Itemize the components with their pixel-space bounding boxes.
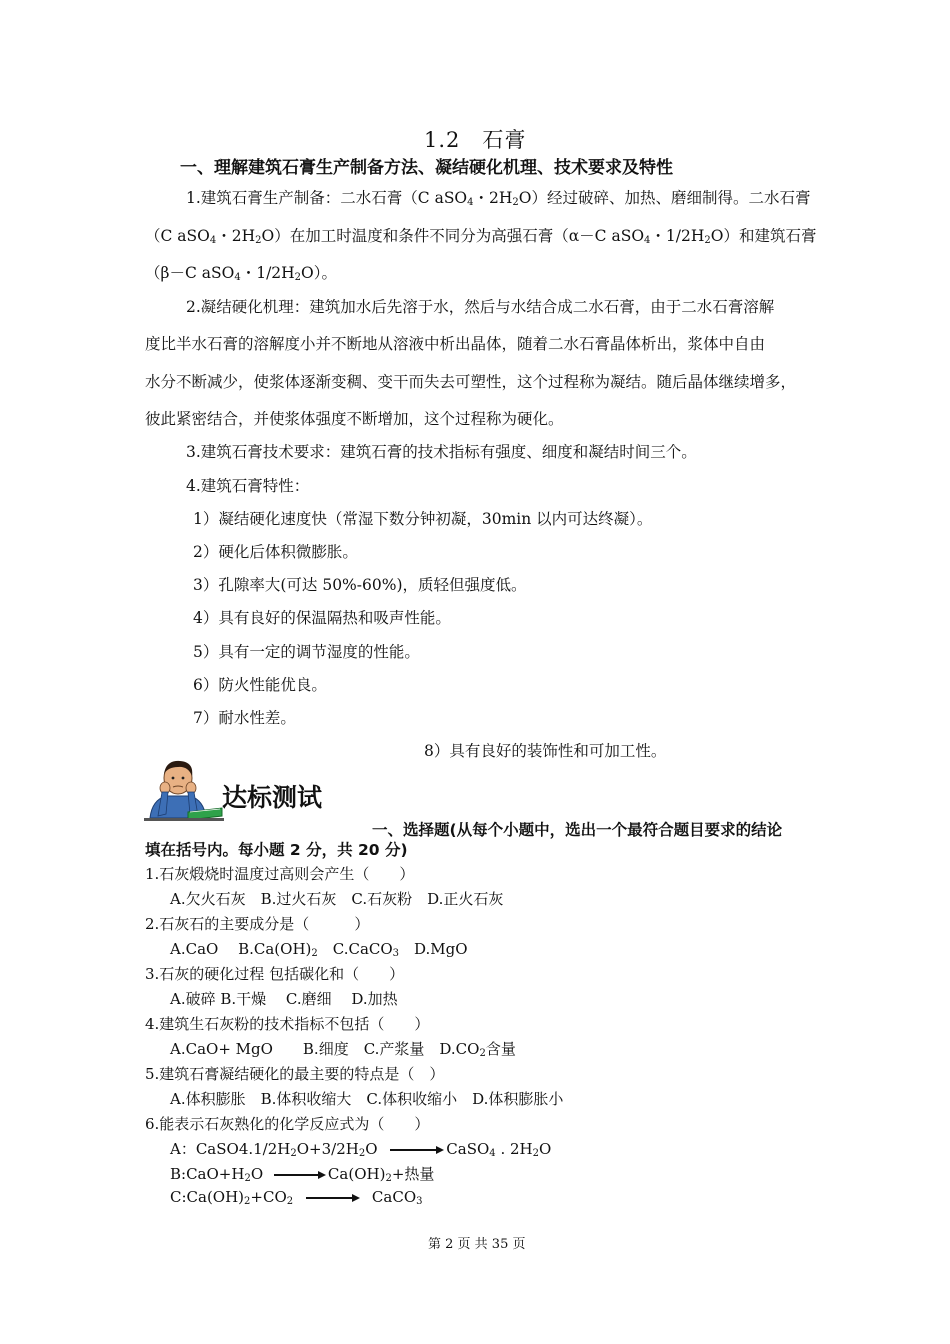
- question-6-stem: 6.能表示石灰熟化的化学反应式为（ ）: [145, 1115, 430, 1133]
- para-production-line1: 1.建筑石膏生产制备：二水石膏（C aSO$_4$・$2H_2O$）经过破碎、加热、磨细制得。二水石膏: [186, 189, 811, 208]
- para-setting-line2: 度比半水石膏的溶解度小并不断地从溶液中析出晶体，随着二水石膏晶体析出，浆体中自由: [145, 335, 766, 353]
- feature-item: 3）孔隙率大(可达 50%-60%)，质轻但强度低。: [193, 576, 527, 594]
- para-setting-line3: 水分不断减少，使浆体逐渐变稠、变干而失去可塑性，这个过程称为凝结。随后晶体继续增多，: [145, 373, 797, 391]
- question-3-options: A.破碎 B.干燥 C.磨细 D.加热: [170, 990, 398, 1008]
- question-2-stem: 2.石灰石的主要成分是（ ）: [145, 915, 370, 933]
- question-4-stem: 4.建筑生石灰粉的技术指标不包括（ ）: [145, 1015, 430, 1033]
- feature-item: 8）具有良好的装饰性和可加工性。: [424, 742, 667, 760]
- feature-item: 7）耐水性差。: [193, 709, 296, 727]
- question-1-options: A.欠火石灰 B.过火石灰 C.石灰粉 D.正火石灰: [170, 890, 504, 908]
- choice-intro-line1: 一、选择题(从每个小题中，选出一个最符合题目要求的结论: [372, 821, 783, 839]
- reaction-arrow-icon: [274, 1171, 326, 1179]
- feature-item: 2）硬化后体积微膨胀。: [193, 543, 358, 561]
- section-title: 1.2 石膏: [424, 128, 527, 152]
- para-tech-requirements: 3.建筑石膏技术要求：建筑石膏的技术指标有强度、细度和凝结时间三个。: [186, 443, 697, 461]
- para-setting-line4: 彼此紧密结合，并使浆体强度不断增加，这个过程称为硬化。: [145, 410, 564, 428]
- page-footer: 第 2 页 共 35 页: [428, 1237, 526, 1252]
- para-production-line3: （β－C aSO$_4$・$1/2H_2O$）。: [145, 264, 338, 283]
- reaction-arrow-icon: [306, 1194, 360, 1202]
- question-6-option-b: $B:CaO+H_2O$ $Ca(OH)_2+$热量: [170, 1165, 435, 1184]
- question-6-option-a: A：$CaSO4.1/2H_2O+3/2H_2O$ CaSO$_4$ . $2H_2O$: [170, 1140, 552, 1159]
- question-6-option-c: $C:Ca(OH)_2+CO_2$ CaCO$_3$: [170, 1188, 423, 1207]
- heading-understand-gypsum: 一、理解建筑石膏生产制备方法、凝结硬化机理、技术要求及特性: [180, 158, 673, 178]
- choice-intro-line2: 填在括号内。每小题 2 分，共 20 分): [145, 841, 408, 859]
- question-5-stem: 5.建筑石膏凝结硬化的最主要的特点是（ ）: [145, 1065, 445, 1083]
- question-2-options: A.CaO $B.Ca(OH)_2$ C.CaCO$_3$ D.MgO: [170, 940, 468, 959]
- para-properties-title: 4.建筑石膏特性：: [186, 477, 310, 495]
- thinking-student-icon: [144, 756, 224, 822]
- para-production-line2: （C aSO$_4$・$2H_2O$）在加工时温度和条件不同分为高强石膏（α－C aSO$_4$・$1/2H_2O$）和建筑石膏: [145, 227, 817, 246]
- feature-item: 6）防火性能优良。: [193, 676, 327, 694]
- question-3-stem: 3.石灰的硬化过程 包括碳化和（ ）: [145, 965, 405, 983]
- question-1-stem: 1.石灰煅烧时温度过高则会产生（ ）: [145, 865, 415, 883]
- feature-item: 4）具有良好的保温隔热和吸声性能。: [193, 609, 451, 627]
- feature-item: 5）具有一定的调节湿度的性能。: [193, 643, 420, 661]
- reaction-arrow-icon: [390, 1146, 444, 1154]
- question-5-options: A.体积膨胀 B.体积收缩大 C.体积收缩小 D.体积膨胀小: [170, 1090, 564, 1108]
- para-setting-line1: 2.凝结硬化机理：建筑加水后先溶于水，然后与水结合成二水石膏，由于二水石膏溶解: [186, 298, 775, 316]
- question-4-options: A.CaO+ MgO B.细度 C.产浆量 $D.CO_2$含量: [170, 1040, 516, 1059]
- feature-item: 1）凝结硬化速度快（常湿下数分钟初凝，30min 以内可达终凝）。: [193, 510, 653, 528]
- test-title: 达标测试: [222, 783, 323, 812]
